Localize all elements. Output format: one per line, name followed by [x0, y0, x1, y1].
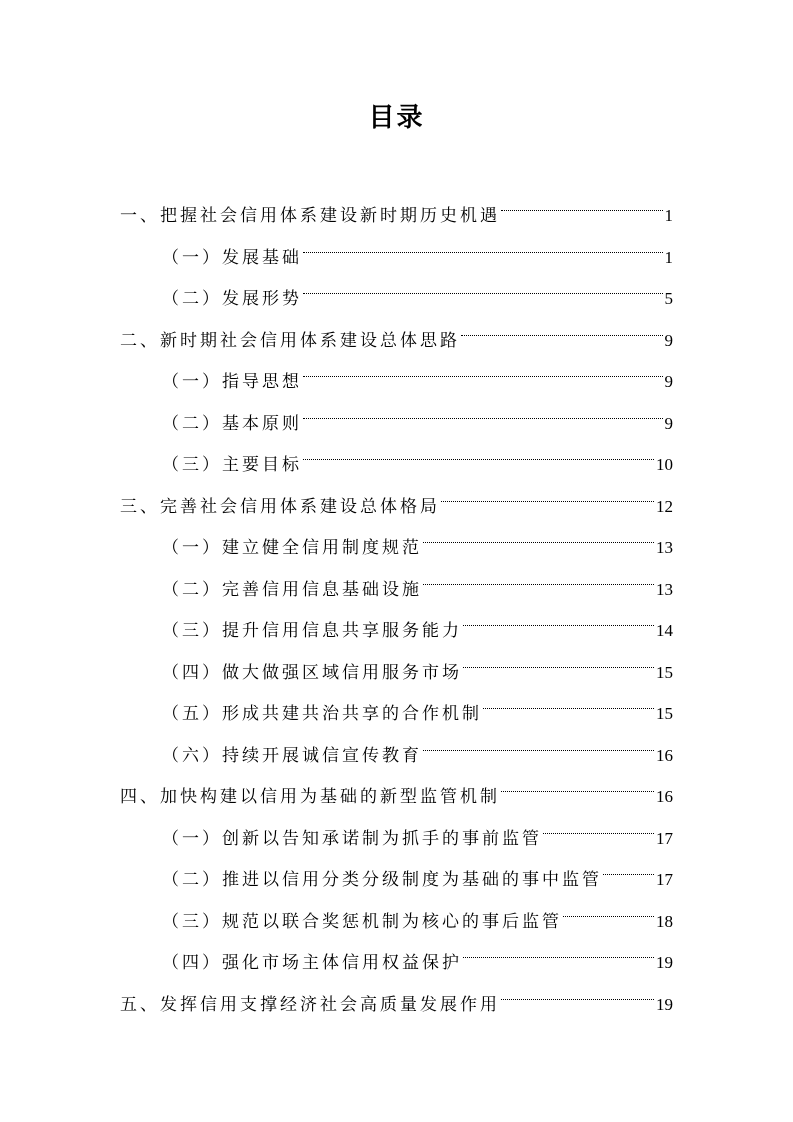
toc-entry[interactable]	[120, 764, 673, 807]
dot-leader	[501, 183, 663, 221]
toc-entry[interactable]	[162, 806, 673, 849]
toc-entry[interactable]	[162, 847, 673, 890]
toc-entry[interactable]	[162, 930, 673, 973]
dot-leader	[463, 930, 654, 968]
dot-leader	[303, 432, 654, 470]
toc-entry[interactable]	[162, 557, 673, 600]
toc-entry-text: （六）持续开展诚信宣传教育	[162, 745, 422, 766]
toc-entry-text: （一）创新以告知承诺制为抓手的事前监管	[162, 828, 542, 849]
toc-page-number: 16	[656, 745, 673, 765]
toc-entry[interactable]	[162, 391, 673, 434]
toc-page-number: 19	[656, 953, 673, 972]
toc-entry-text: （三）提升信用信息共享服务能力	[162, 621, 462, 641]
toc-entry[interactable]	[162, 515, 673, 558]
dot-leader	[483, 681, 654, 719]
dot-leader	[303, 349, 663, 387]
toc-entry[interactable]	[162, 225, 673, 268]
toc-page-number: 5	[664, 289, 673, 308]
toc-entry[interactable]	[120, 183, 673, 226]
page-title: 目录	[368, 103, 425, 133]
dot-leader	[463, 598, 654, 636]
toc-entry-text: （三）主要目标	[162, 455, 302, 475]
dot-leader	[543, 806, 654, 844]
toc-page-number: 10	[656, 455, 673, 474]
dot-leader	[461, 308, 663, 346]
toc-page-number: 17	[656, 870, 673, 889]
toc-entry[interactable]	[162, 266, 673, 309]
toc-entry[interactable]	[162, 640, 673, 683]
toc-entry-text: （一）指导思想	[162, 372, 302, 392]
toc-entry[interactable]	[162, 889, 673, 932]
dot-leader	[463, 640, 654, 678]
dot-leader	[423, 557, 654, 595]
toc-page-number: 17	[656, 828, 673, 848]
toc-page-number: 13	[656, 538, 673, 557]
toc-entry-text: 三、完善社会信用体系建设总体格局	[120, 496, 440, 517]
dot-leader	[303, 391, 663, 429]
toc-page-number: 9	[664, 330, 673, 350]
toc-entry-text: 五、发挥信用支撑经济社会高质量发展作用	[120, 994, 500, 1015]
toc-page-number: 1	[664, 206, 673, 225]
toc-page-number: 16	[656, 787, 673, 806]
toc-entry[interactable]	[162, 723, 673, 766]
toc-page-number: 18	[656, 911, 673, 931]
toc-entry[interactable]	[162, 598, 673, 641]
toc-page-number: 15	[656, 704, 673, 723]
toc-entry-text: （三）规范以联合奖惩机制为核心的事后监管	[162, 911, 562, 932]
dot-leader	[501, 764, 654, 802]
toc-entry[interactable]	[162, 432, 673, 475]
toc-entry-text: （二）完善信用信息基础设施	[162, 579, 422, 600]
toc-entry-text: （五）形成共建共治共享的合作机制	[162, 704, 482, 724]
toc-entry[interactable]	[120, 308, 673, 351]
dot-leader	[603, 847, 654, 885]
dot-leader	[501, 972, 654, 1010]
toc-entry-text: （二）发展形势	[162, 289, 302, 309]
toc-entry[interactable]	[120, 972, 673, 1015]
toc-page-number: 19	[656, 994, 673, 1014]
toc-entry[interactable]	[162, 681, 673, 724]
toc-page-number: 14	[656, 621, 673, 640]
toc-entry-text: （二）推进以信用分类分级制度为基础的事中监管	[162, 870, 602, 890]
dot-leader	[563, 889, 654, 927]
toc-entry-text: 二、新时期社会信用体系建设总体思路	[120, 330, 460, 351]
dot-leader	[303, 266, 663, 304]
toc-entry-text: 一、把握社会信用体系建设新时期历史机遇	[120, 206, 500, 226]
toc-entry-text: （四）做大做强区域信用服务市场	[162, 662, 462, 683]
dot-leader	[441, 474, 654, 512]
toc-page-number: 1	[664, 247, 673, 267]
dot-leader	[423, 723, 654, 761]
toc-entry-text: （四）强化市场主体信用权益保护	[162, 953, 462, 973]
toc-entry-text: （一）发展基础	[162, 247, 302, 268]
toc-page-number: 9	[664, 372, 673, 391]
toc-entry-text: 四、加快构建以信用为基础的新型监管机制	[120, 787, 500, 807]
toc-entry[interactable]	[120, 474, 673, 517]
toc-page-number: 12	[656, 496, 673, 516]
toc-page-number: 9	[664, 413, 673, 433]
toc-entry-text: （一）建立健全信用制度规范	[162, 538, 422, 558]
toc-page-number: 13	[656, 579, 673, 599]
toc-entry[interactable]	[162, 349, 673, 392]
toc-page-number: 15	[656, 662, 673, 682]
dot-leader	[303, 225, 663, 263]
toc-entry-text: （二）基本原则	[162, 413, 302, 434]
dot-leader	[423, 515, 654, 553]
